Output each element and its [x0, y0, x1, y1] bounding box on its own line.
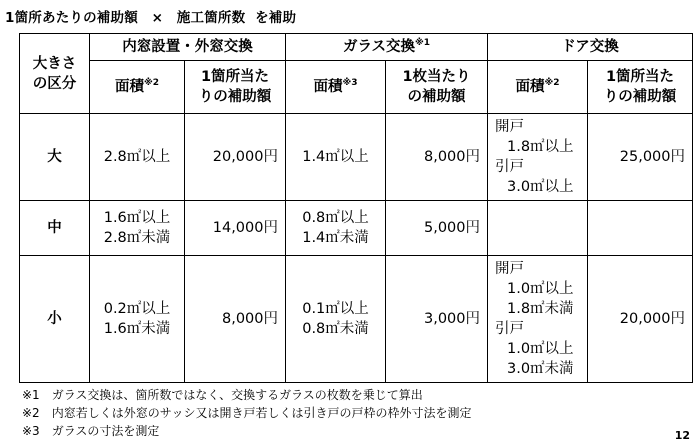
per-sheet-line-1: 1枚当たり	[402, 69, 471, 85]
window-area-large	[90, 114, 185, 201]
door-type-sliding: 引戸	[495, 159, 524, 175]
door-area-medium	[488, 201, 588, 256]
footnote-3: ※3 ガラスの寸法を測定	[22, 424, 160, 438]
area-label: 面積	[313, 79, 343, 95]
glass-area-small	[286, 256, 386, 383]
per-place-line-2: りの補助額	[603, 89, 677, 105]
footnotes	[22, 386, 471, 440]
window-amount-large: 20,000円	[185, 114, 286, 201]
area-text: 1.4㎡以上	[302, 149, 369, 165]
size-label-large: 大	[20, 114, 90, 201]
footnote-mark-3: ※3	[342, 78, 358, 88]
door-type-swing: 開戸	[495, 261, 524, 277]
area-text: 1.4㎡未満	[302, 230, 369, 246]
table-row-large	[20, 114, 693, 201]
door-area-text: 1.0㎡以上	[507, 341, 574, 357]
door-area-text: 3.0㎡未満	[507, 361, 574, 377]
door-amount-header	[588, 61, 693, 114]
door-group-header: ドア交換	[488, 34, 693, 61]
per-sheet-line-2: の補助額	[407, 89, 466, 105]
door-amount-large: 25,000円	[588, 114, 693, 201]
size-class-header	[20, 34, 90, 114]
area-text: 0.1㎡以上	[302, 301, 369, 317]
size-class-header-line-2: の区分	[32, 75, 77, 92]
door-area-header	[488, 61, 588, 114]
footnote-mark-2: ※2	[143, 78, 159, 88]
door-type-sliding: 引戸	[495, 321, 524, 337]
window-group-header: 内窓設置・外窓交換	[90, 34, 286, 61]
subsidy-table	[19, 33, 693, 383]
glass-area-large	[286, 114, 386, 201]
header-row-groups	[20, 34, 693, 61]
glass-group-header	[286, 34, 488, 61]
header-row-sub	[20, 61, 693, 114]
per-place-line-1: 1箇所当た	[200, 69, 270, 85]
size-class-header-line-1: 大きさ	[32, 55, 77, 72]
area-text: 2.8㎡未満	[103, 230, 171, 246]
glass-area-header	[286, 61, 386, 114]
area-text: 0.8㎡未満	[302, 321, 369, 337]
area-text: 1.6㎡以上	[103, 210, 171, 226]
footnote-1: ※1 ガラス交換は、箇所数ではなく、交換するガラスの枚数を乗じて算出	[22, 388, 423, 402]
area-text: 2.8㎡以上	[103, 149, 171, 165]
window-area-header	[90, 61, 185, 114]
door-amount-small: 20,000円	[588, 256, 693, 383]
door-area-large	[488, 114, 588, 201]
footnote-2: ※2 内窓若しくは外窓のサッシ又は開き戸若しくは引き戸の戸枠の枠外寸法を測定	[22, 406, 472, 420]
glass-amount-small: 3,000円	[386, 256, 488, 383]
window-amount-small: 8,000円	[185, 256, 286, 383]
door-area-text: 1.0㎡以上	[507, 281, 574, 297]
area-text: 0.8㎡以上	[302, 210, 369, 226]
window-amount-medium: 14,000円	[185, 201, 286, 256]
door-type-swing: 開戸	[495, 119, 524, 135]
page-title: 1箇所あたりの補助額 × 施工箇所数 を補助	[5, 10, 297, 26]
window-area-small	[90, 256, 185, 383]
window-area-medium	[90, 201, 185, 256]
door-area-text: 3.0㎡以上	[507, 179, 574, 195]
size-label-medium: 中	[20, 201, 90, 256]
area-text: 0.2㎡以上	[103, 301, 171, 317]
door-area-small	[488, 256, 588, 383]
glass-footnote-mark: ※1	[415, 38, 431, 48]
door-amount-medium	[588, 201, 693, 256]
glass-group-label: ガラス交換	[342, 39, 416, 55]
glass-area-medium	[286, 201, 386, 256]
window-amount-header	[185, 61, 286, 114]
table-row-small	[20, 256, 693, 383]
glass-amount-header	[386, 61, 488, 114]
glass-amount-medium: 5,000円	[386, 201, 488, 256]
door-area-text: 1.8㎡未満	[507, 301, 574, 317]
area-label: 面積	[515, 79, 545, 95]
size-label-small: 小	[20, 256, 90, 383]
door-area-text: 1.8㎡以上	[507, 139, 574, 155]
area-text: 1.6㎡未満	[103, 321, 171, 337]
footnote-mark-2: ※2	[544, 78, 560, 88]
page-number: 12	[674, 429, 690, 442]
per-place-line-2: りの補助額	[198, 89, 272, 105]
glass-amount-large: 8,000円	[386, 114, 488, 201]
area-label: 面積	[114, 79, 144, 95]
per-place-line-1: 1箇所当た	[605, 69, 675, 85]
table-row-medium	[20, 201, 693, 256]
